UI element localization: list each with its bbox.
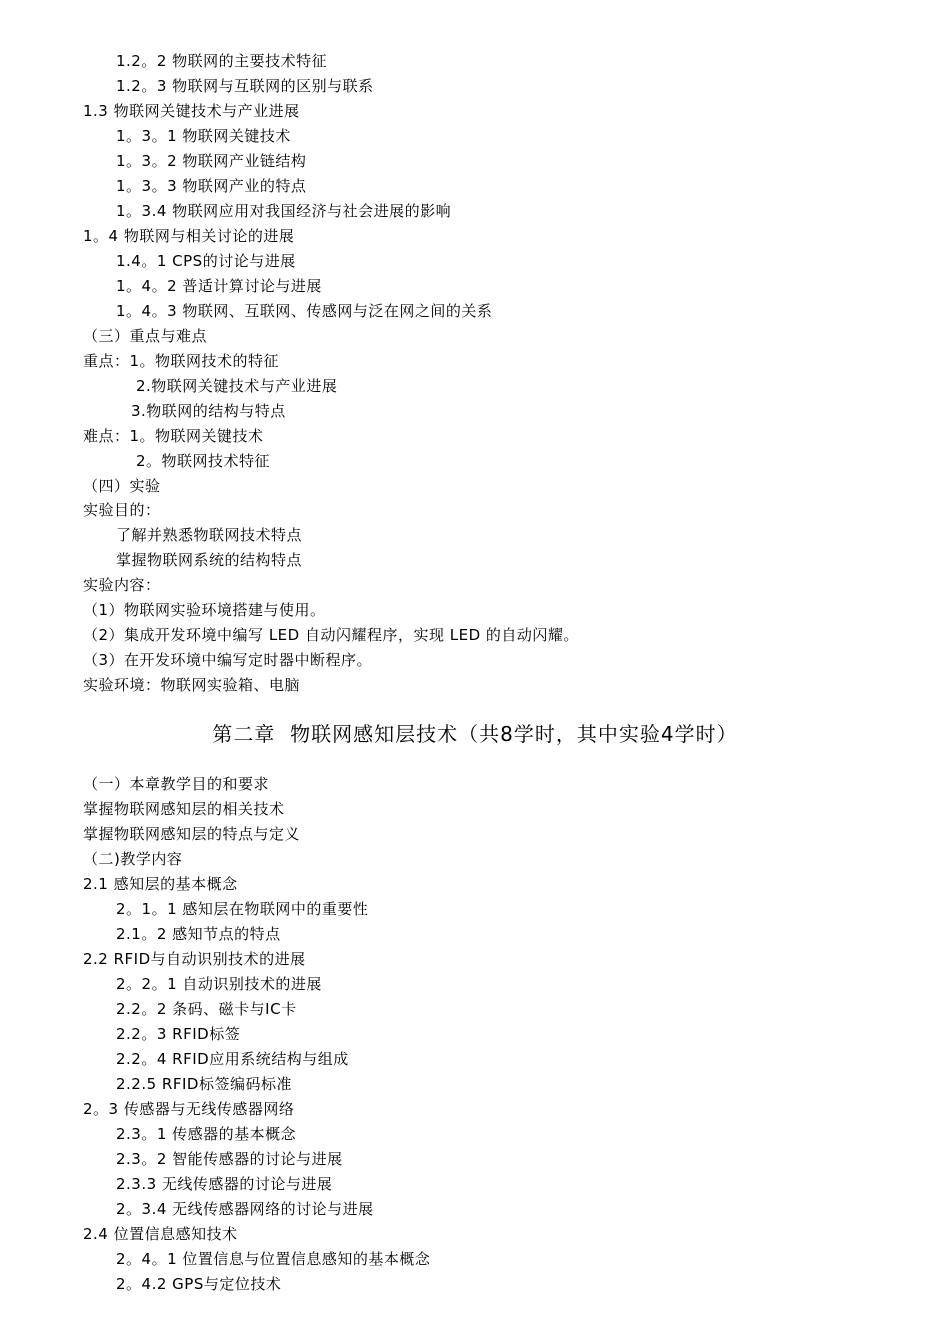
experiment-purpose-label: 实验目的： <box>83 501 161 519</box>
section-heading-2-2-1: 2。2。1 自动识别技术的进展 <box>116 975 322 993</box>
section-heading-2-2-3: 2.2。3 RFID标签 <box>116 1025 241 1043</box>
section-heading-2-2-5: 2.2.5 RFID标签编码标准 <box>116 1075 292 1093</box>
section-heading-2-3-4: 2。3.4 无线传感器网络的讨论与进展 <box>116 1200 374 1218</box>
section-heading-2-2-2: 2.2。2 条码、磁卡与IC卡 <box>116 1000 297 1018</box>
section-heading-1-2-3: 1.2。3 物联网与互联网的区别与联系 <box>116 77 374 95</box>
key-point-3: 3.物联网的结构与特点 <box>131 402 286 420</box>
difficulty-1: 难点：1。物联网关键技术 <box>83 427 264 445</box>
section-heading-1-3-2: 1。3。2 物联网产业链结构 <box>116 152 307 170</box>
experiment-content-label: 实验内容： <box>83 576 161 594</box>
section-heading-2-4-2: 2。4.2 GPS与定位技术 <box>116 1275 282 1293</box>
section-heading-1-4-1: 1.4。1 CPS的讨论与进展 <box>116 252 296 270</box>
section-heading-2-1: 2.1 感知层的基本概念 <box>83 875 238 893</box>
subsection-content: （二)教学内容 <box>83 850 183 868</box>
chapter-title: 第二章 物联网感知层技术（共8学时，其中实验4学时） <box>212 722 738 746</box>
section-heading-1-3-4: 1。3.4 物联网应用对我国经济与社会进展的影响 <box>116 202 452 220</box>
section-heading-2-3-3: 2.3.3 无线传感器的讨论与进展 <box>116 1175 333 1193</box>
section-heading-2-1-2: 2.1。2 感知节点的特点 <box>116 925 281 943</box>
section-heading-2-2: 2.2 RFID与自动识别技术的进展 <box>83 950 306 968</box>
section-heading-1-3: 1.3 物联网关键技术与产业进展 <box>83 102 300 120</box>
experiment-content-3: （3）在开发环境中编写定时器中断程序。 <box>83 651 373 669</box>
experiment-purpose-1: 了解并熟悉物联网技术特点 <box>116 526 303 544</box>
section-heading-2-4: 2.4 位置信息感知技术 <box>83 1225 238 1243</box>
section-heading-1-4: 1。4 物联网与相关讨论的进展 <box>83 227 295 245</box>
section-heading-2-1-1: 2。1。1 感知层在物联网中的重要性 <box>116 900 369 918</box>
key-point-2: 2.物联网关键技术与产业进展 <box>136 377 338 395</box>
key-point-1: 重点：1。物联网技术的特征 <box>83 352 280 370</box>
subsection-key-points: （三）重点与难点 <box>83 327 208 345</box>
subsection-objectives: （一）本章教学目的和要求 <box>83 775 270 793</box>
section-heading-1-4-3: 1。4。3 物联网、互联网、传感网与泛在网之间的关系 <box>116 302 493 320</box>
objective-1: 掌握物联网感知层的相关技术 <box>83 800 285 818</box>
objective-2: 掌握物联网感知层的特点与定义 <box>83 825 301 843</box>
section-heading-2-3-2: 2.3。2 智能传感器的讨论与进展 <box>116 1150 343 1168</box>
subsection-experiment: （四）实验 <box>83 477 161 495</box>
experiment-purpose-2: 掌握物联网系统的结构特点 <box>116 551 303 569</box>
experiment-environment: 实验环境：物联网实验箱、电脑 <box>83 676 301 694</box>
section-heading-1-3-1: 1。3。1 物联网关键技术 <box>116 127 291 145</box>
section-heading-2-2-4: 2.2。4 RFID应用系统结构与组成 <box>116 1050 349 1068</box>
section-heading-1-2-2: 1.2。2 物联网的主要技术特征 <box>116 52 328 70</box>
section-heading-2-4-1: 2。4。1 位置信息与位置信息感知的基本概念 <box>116 1250 431 1268</box>
section-heading-2-3: 2。3 传感器与无线传感器网络 <box>83 1100 295 1118</box>
section-heading-1-4-2: 1。4。2 普适计算讨论与进展 <box>116 277 322 295</box>
section-heading-2-3-1: 2.3。1 传感器的基本概念 <box>116 1125 297 1143</box>
difficulty-2: 2。物联网技术特征 <box>136 452 271 470</box>
section-heading-1-3-3: 1。3。3 物联网产业的特点 <box>116 177 307 195</box>
experiment-content-1: （1）物联网实验环境搭建与使用。 <box>83 601 326 619</box>
experiment-content-2: （2）集成开发环境中编写 LED 自动闪耀程序，实现 LED 的自动闪耀。 <box>83 626 579 644</box>
